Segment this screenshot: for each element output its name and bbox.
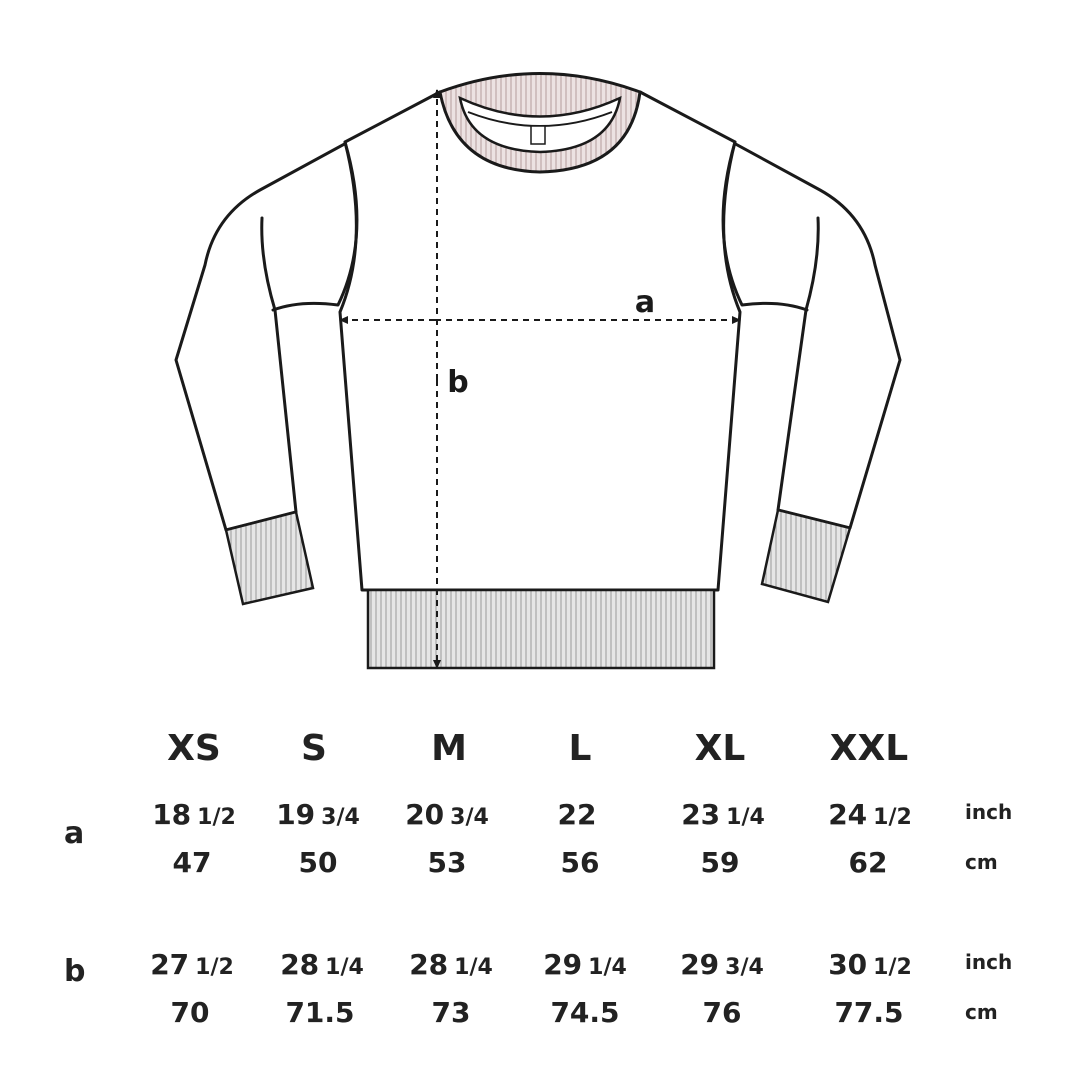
cm-value: 76 [702,996,742,1029]
inch-whole: 30 [828,948,868,981]
right-cuff [762,510,850,602]
unit-cm: cm [965,1000,998,1024]
neck-label [531,126,545,144]
inch-whole: 29 [680,948,720,981]
inch-fraction: 1/2 [873,805,912,830]
inch-fraction: 3/4 [321,805,360,830]
inch-value [280,948,364,981]
inch-whole: 22 [557,798,597,831]
cm-value: 70 [170,996,210,1029]
inch-fraction: 3/4 [450,805,489,830]
inch-fraction: 1/4 [588,955,627,980]
inch-value [828,798,912,831]
unit-inch: inch [965,950,1013,974]
left-cuff [226,512,313,604]
inch-whole: 19 [276,798,316,831]
cm-value: 73 [431,996,471,1029]
size-header: M [431,728,467,769]
inch-whole: 18 [152,798,192,831]
cm-value: 56 [560,846,600,879]
inch-value [680,948,764,981]
inch-value [828,948,912,981]
inch-whole: 27 [150,948,190,981]
inch-whole: 29 [543,948,583,981]
diagram-label-b: b [447,365,469,400]
row-label-b: b [64,954,86,989]
inch-value [152,798,236,831]
cm-value: 77.5 [834,996,904,1029]
inch-fraction: 1/4 [325,955,364,980]
inch-whole: 23 [681,798,721,831]
diagram-label-a: a [634,285,656,320]
size-header: XL [694,728,746,769]
inch-whole: 24 [828,798,868,831]
inch-fraction: 1/2 [197,805,236,830]
inch-fraction: 3/4 [725,955,764,980]
inch-value [543,948,627,981]
inch-fraction: 1/2 [195,955,234,980]
cm-value: 62 [848,846,888,879]
size-header: S [301,728,327,769]
inch-whole: 28 [280,948,320,981]
cm-value: 74.5 [550,996,620,1029]
cm-value: 50 [298,846,338,879]
inch-whole: 20 [405,798,445,831]
size-header: XXL [829,728,909,769]
cm-value: 47 [172,846,212,879]
waistband [368,590,714,668]
row-label-a: a [64,816,85,851]
inch-fraction: 1/2 [873,955,912,980]
cm-value: 71.5 [285,996,355,1029]
unit-cm: cm [965,850,998,874]
size-header: XS [167,728,221,769]
inch-whole: 28 [409,948,449,981]
cm-value: 53 [427,846,467,879]
inch-fraction: 1/4 [726,805,765,830]
inch-fraction: 1/4 [454,955,493,980]
inch-value [681,798,765,831]
cm-value: 59 [700,846,740,879]
inch-value [276,798,360,831]
inch-value [405,798,489,831]
size-header: L [568,728,592,769]
inch-value [150,948,234,981]
inch-value [409,948,493,981]
inch-value [558,798,603,831]
unit-inch: inch [965,800,1013,824]
